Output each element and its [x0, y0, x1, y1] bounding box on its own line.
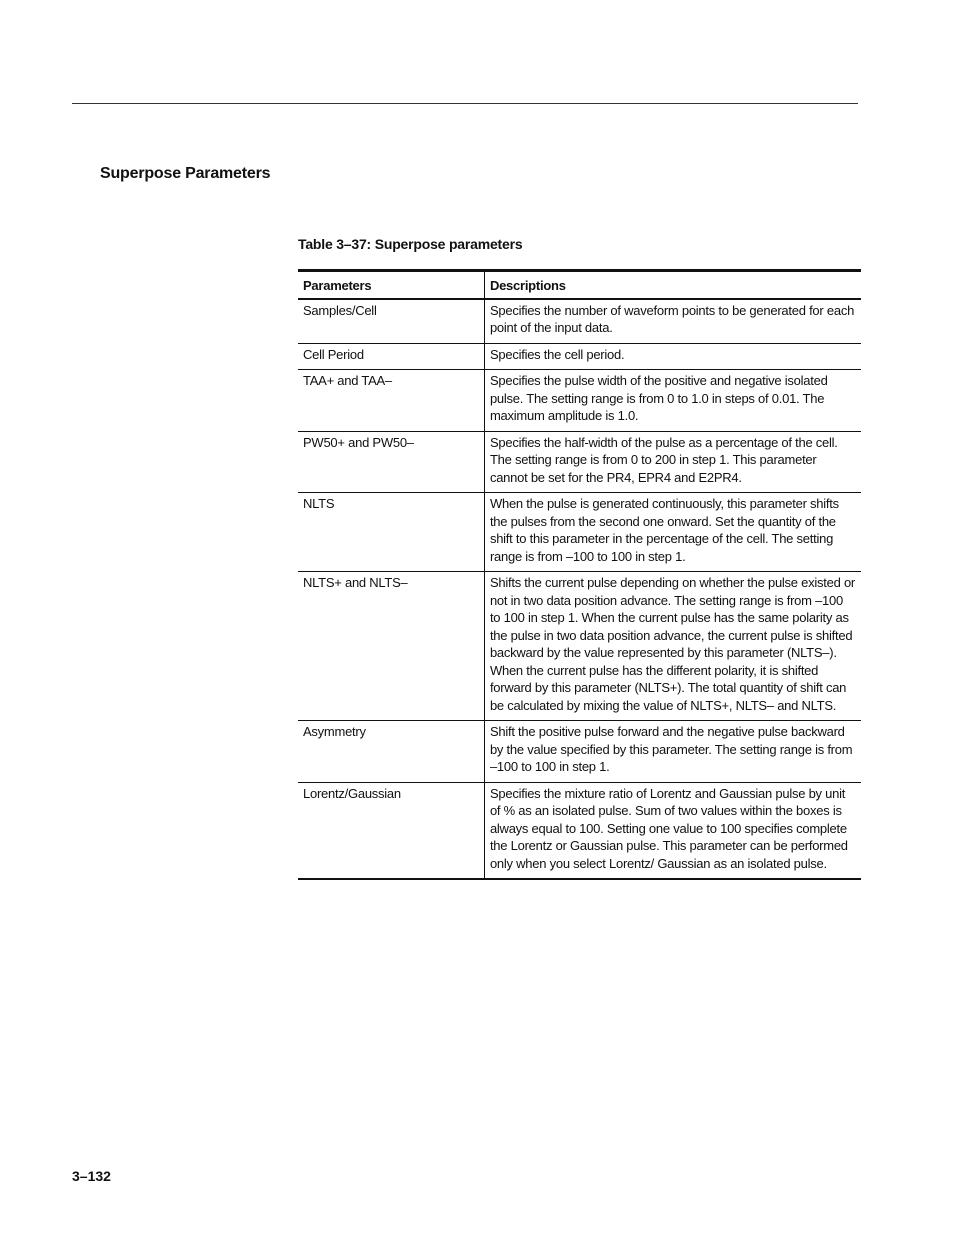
- section-heading: Superpose Parameters: [100, 165, 271, 182]
- table-body: [298, 299, 861, 880]
- description-cell: When the pulse is generated continuously, this parameter shifts the pulses from the second one onward. Set the quantity of the shift to this parameter in the percentage of the cell. The setting range is from –100 to 100 in step 1.: [489, 496, 839, 564]
- header-rule: [72, 103, 858, 104]
- table-header-row: [298, 271, 861, 299]
- parameter-cell: Lorentz/Gaussian: [298, 782, 484, 879]
- superpose-parameters-table: [298, 269, 861, 880]
- parameter-cell: TAA+ and TAA–: [298, 370, 484, 432]
- table-row: [298, 572, 861, 721]
- table-row: [298, 431, 861, 493]
- parameter-cell: Cell Period: [298, 343, 484, 370]
- parameter-cell: NLTS+ and NLTS–: [298, 572, 484, 721]
- table-row: [298, 343, 861, 370]
- description-cell: Shift the positive pulse forward and the negative pulse backward by the value specified by this parameter. The setting range is from –100 to 100 in step 1.: [489, 724, 853, 774]
- column-header-parameters: Parameters: [298, 271, 484, 299]
- table-row: [298, 299, 861, 344]
- table-header: [298, 271, 861, 299]
- description-cell: Specifies the half-width of the pulse as a percentage of the cell. The setting range is from 0 to 200 in step 1. This parameter cannot be set for the PR4, EPR4 and E2PR4.: [489, 434, 838, 485]
- table-row: [298, 721, 861, 783]
- description-cell: Shifts the current pulse depending on whether the pulse existed or not in two data position advance. The setting range is from –100 to 100 in step 1. When the current pulse has the same polarity as the pulse in two data position advance, the current pulse is shifted backward by the value represented by this parameter (NLTS–). When the current pulse has the different polarity, it is shifted forward by this parameter (NLTS+). The total quantity of shift can be calculated by mixing the value of NLTS+, NLTS– and NLTS.: [489, 575, 856, 713]
- column-header-descriptions: Descriptions: [489, 278, 566, 293]
- description-cell: Specifies the cell period.: [489, 346, 625, 362]
- parameter-cell: Asymmetry: [298, 721, 484, 783]
- description-cell: Specifies the mixture ratio of Lorentz and Gaussian pulse by unit of % as an isolated pulse. Sum of two values within the boxes is always equal to 100. Setting one value to 100 specifies complete the Lorentz or Gaussian pulse. This parameter can be performed only when you select Lorentz/ Gaussian as an isolated pulse.: [489, 785, 848, 871]
- table-row: [298, 370, 861, 432]
- parameter-cell: NLTS: [298, 493, 484, 572]
- table-row: [298, 782, 861, 879]
- table-row: [298, 493, 861, 572]
- parameter-cell: Samples/Cell: [298, 299, 484, 344]
- table-caption: Table 3–37: Superpose parameters: [298, 236, 523, 252]
- page-number: 3–132: [72, 1168, 111, 1184]
- parameter-cell: PW50+ and PW50–: [298, 431, 484, 493]
- description-cell: Specifies the number of waveform points to be generated for each point of the input data.: [489, 302, 855, 335]
- description-cell: Specifies the pulse width of the positive and negative isolated pulse. The setting range is from 0 to 1.0 in steps of 0.01. The maximum amplitude is 1.0.: [489, 373, 828, 423]
